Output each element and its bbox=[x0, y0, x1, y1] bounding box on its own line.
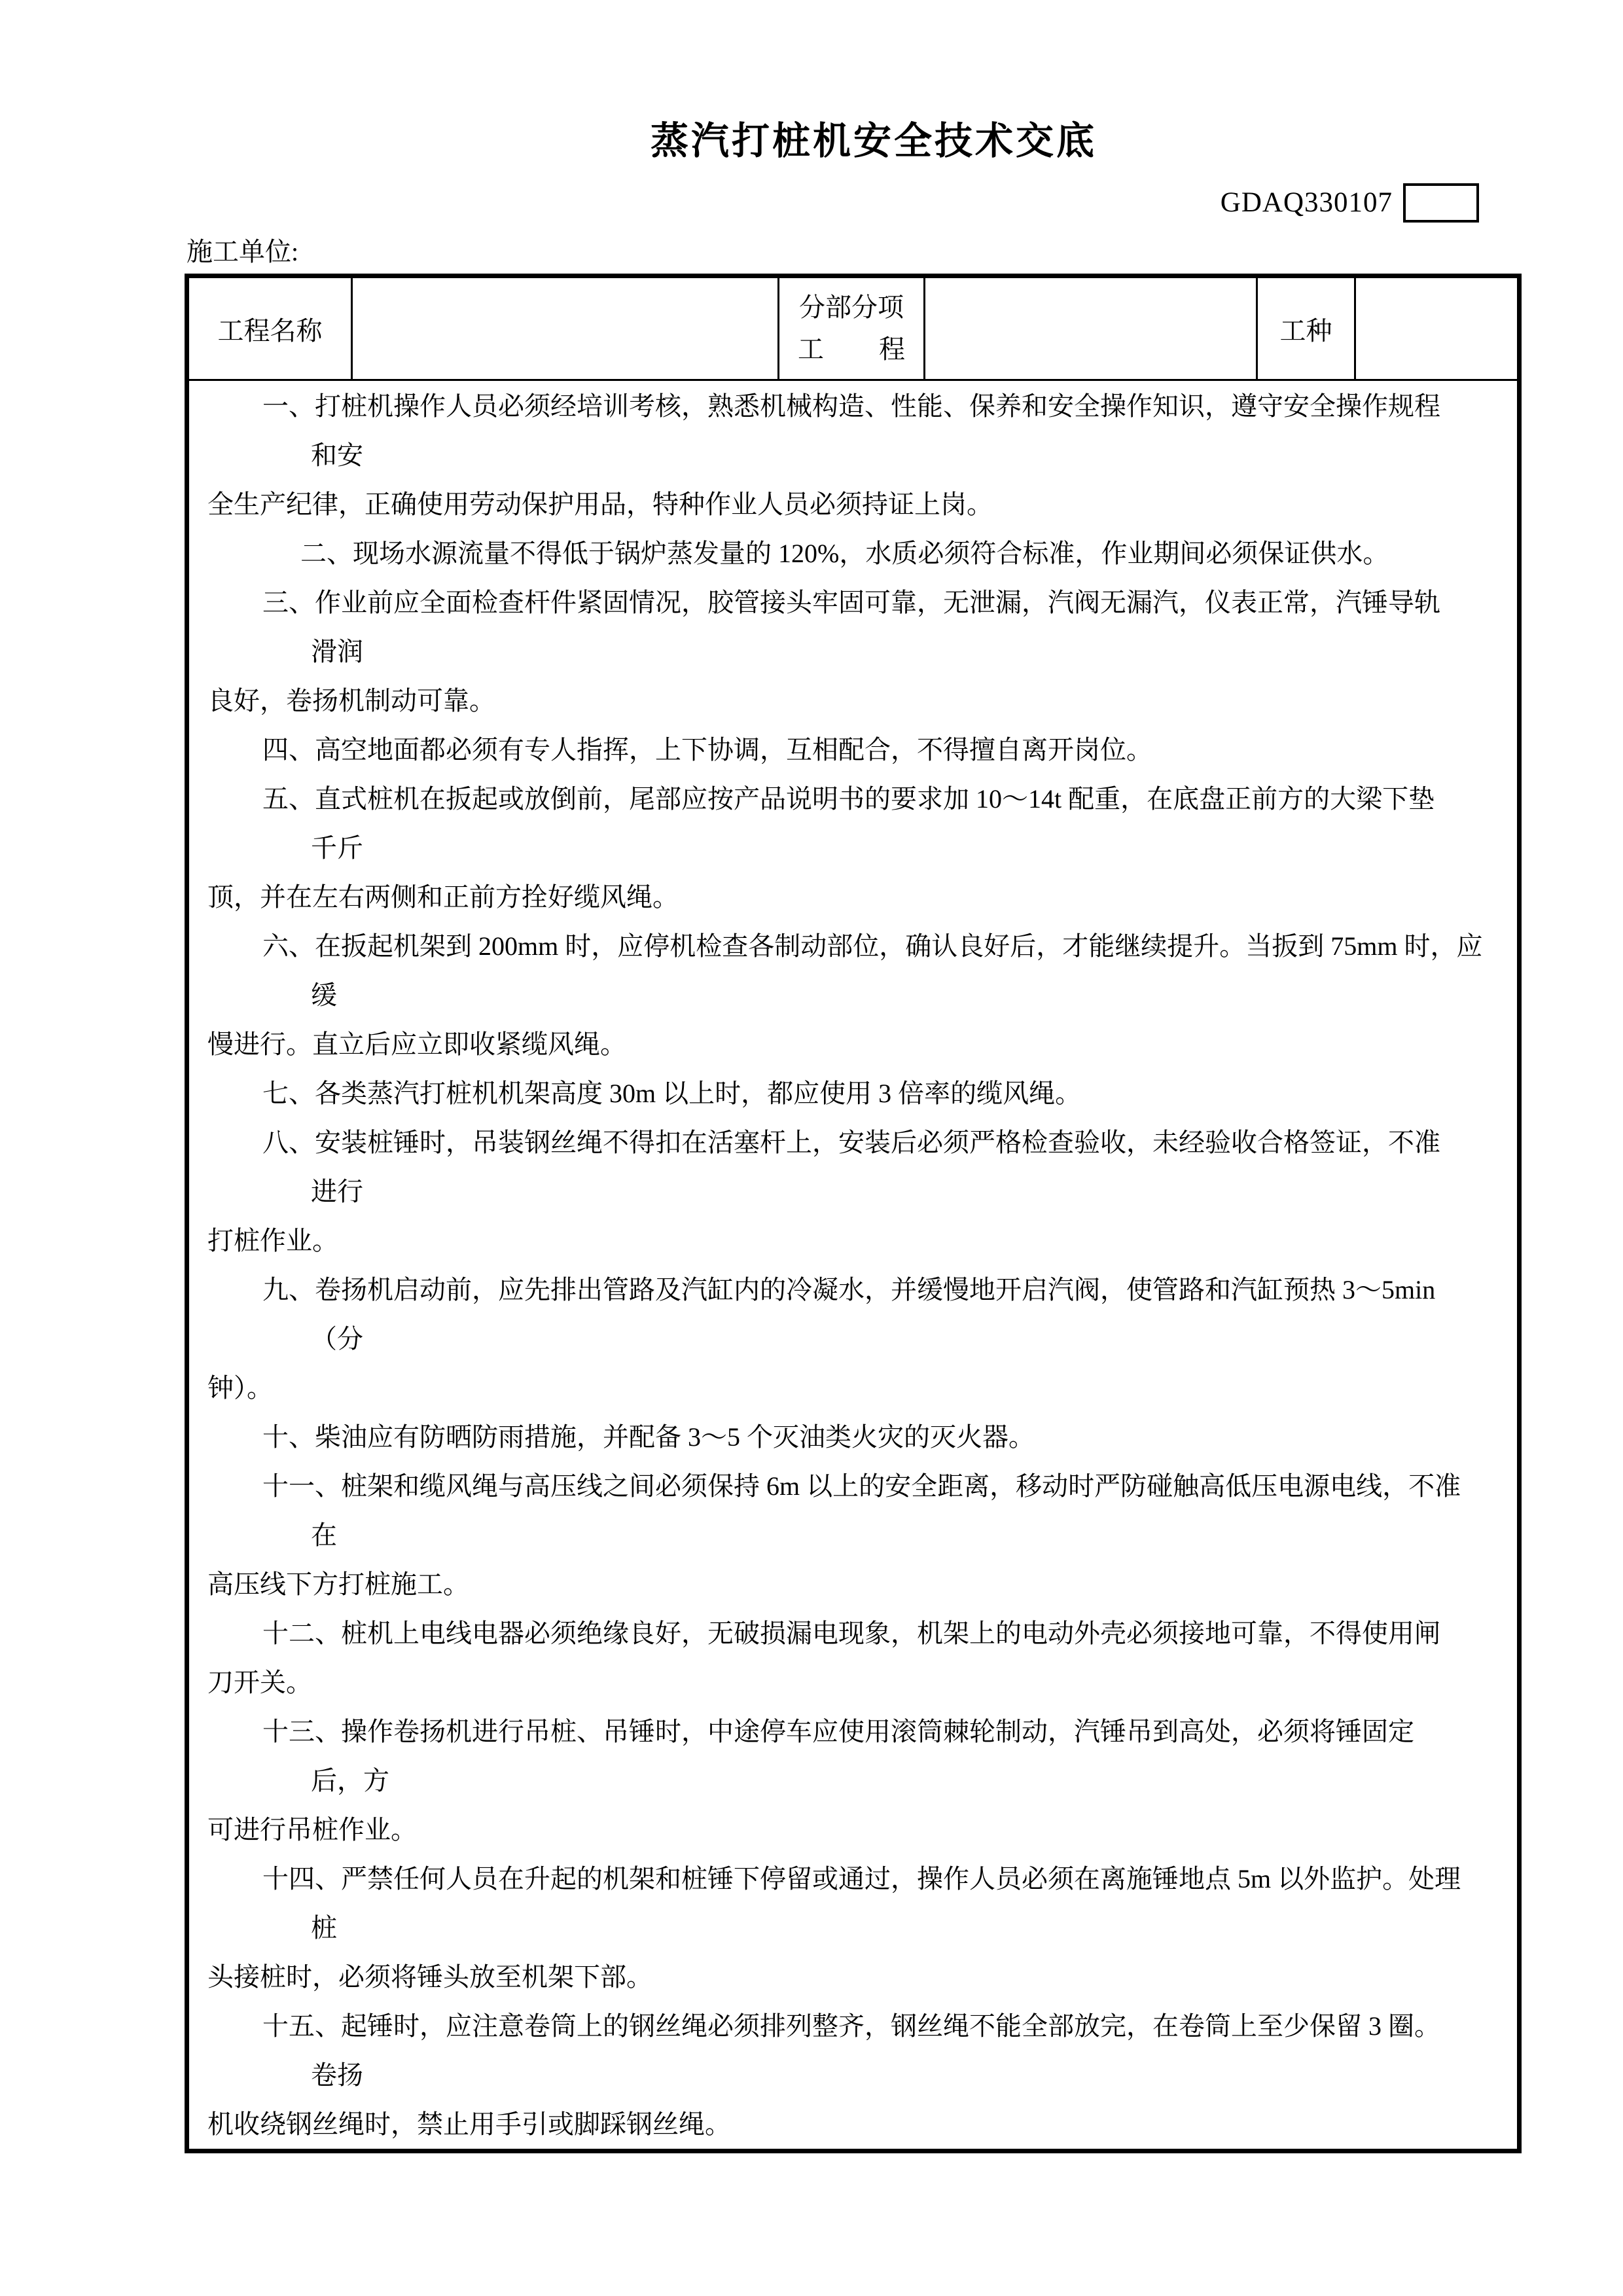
code-fill-in-box[interactable] bbox=[1403, 183, 1479, 223]
text-line: 三、作业前应全面检查杆件紧固情况，胶管接头牢固可靠，无泄漏，汽阀无漏汽，仪表正常，汽锤导轨 bbox=[262, 588, 1440, 617]
text-line: 十、柴油应有防晒防雨措施，并配备 3～5 个灭油类火灾的灭火器。 bbox=[262, 1422, 1035, 1452]
project-name-value[interactable] bbox=[352, 276, 779, 380]
text-line: 一、打桩机操作人员必须经培训考核，熟悉机械构造、性能、保养和安全操作知识，遵守安全操作规程 bbox=[262, 391, 1440, 421]
page-title: 蒸汽打桩机安全技术交底 bbox=[650, 120, 1097, 162]
text-line: 桩 bbox=[311, 1913, 337, 1943]
text-line: 二、现场水源流量不得低于锅炉蒸发量的 120%，水质必须符合标准，作业期间必须保证供水。 bbox=[300, 539, 1389, 568]
text-line: 卷扬 bbox=[311, 2060, 363, 2090]
sub-project-label-line2: 工 程 bbox=[798, 334, 905, 364]
text-line: 十二、桩机上电线电器必须绝缘良好，无破损漏电现象，机架上的电动外壳必须接地可靠，不得使用闸 bbox=[262, 1619, 1440, 1648]
text-line: 十五、起锤时，应注意卷筒上的钢丝绳必须排列整齐，钢丝绳不能全部放完，在卷筒上至少保留 3 圈。 bbox=[262, 2011, 1440, 2041]
work-type-label: 工种 bbox=[1257, 276, 1355, 380]
text-line: （分 bbox=[311, 1324, 363, 1354]
construction-unit-label: 施工单位: bbox=[187, 237, 299, 266]
work-type-value[interactable] bbox=[1355, 276, 1520, 380]
text-line: 钟）。 bbox=[207, 1373, 273, 1403]
doc-code: GDAQ330107 bbox=[1220, 187, 1393, 218]
text-line: 滑润 bbox=[311, 637, 363, 666]
text-line: 九、卷扬机启动前，应先排出管路及汽缸内的冷凝水，并缓慢地开启汽阀，使管路和汽缸预热 3～5min bbox=[262, 1275, 1436, 1304]
text-line: 进行 bbox=[311, 1177, 363, 1206]
sub-project-label bbox=[779, 276, 925, 380]
doc-code-row bbox=[1113, 181, 1479, 225]
text-line: 慢进行。直立后应立即收紧缆风绳。 bbox=[207, 1030, 626, 1059]
text-line: 刀开关。 bbox=[207, 1668, 312, 1697]
text-line: 后，方 bbox=[311, 1766, 389, 1795]
text-line: 全生产纪律，正确使用劳动保护用品，特种作业人员必须持证上岗。 bbox=[207, 490, 993, 519]
text-line: 十三、操作卷扬机进行吊桩、吊锤时，中途停车应使用滚筒棘轮制动，汽锤吊到高处，必须将锤固定 bbox=[262, 1717, 1414, 1746]
text-line: 六、在扳起机架到 200mm 时，应停机检查各制动部位，确认良好后，才能继续提升。当扳到 75mm 时，应 bbox=[262, 931, 1483, 961]
text-line: 十一、桩架和缆风绳与高压线之间必须保持 6m 以上的安全距离，移动时严防碰触高低压电源电线，不准 bbox=[262, 1471, 1461, 1501]
text-line: 缓 bbox=[311, 980, 337, 1010]
sub-project-value[interactable] bbox=[925, 276, 1257, 380]
text-line: 八、安装桩锤时，吊装钢丝绳不得扣在活塞杆上，安装后必须严格检查验收，未经验收合格签证，不准 bbox=[262, 1128, 1440, 1157]
text-line: 打桩作业。 bbox=[207, 1226, 338, 1255]
text-line: 机收绕钢丝绳时，禁止用手引或脚踩钢丝绳。 bbox=[207, 2109, 731, 2139]
info-table bbox=[185, 274, 1522, 2153]
table-body-row bbox=[187, 380, 1520, 2151]
body-lines bbox=[207, 382, 1505, 2149]
text-line: 良好，卷扬机制动可靠。 bbox=[207, 686, 495, 715]
text-line: 在 bbox=[311, 1520, 337, 1550]
text-line: 五、直式桩机在扳起或放倒前，尾部应按产品说明书的要求加 10～14t 配重，在底盘正前方的大梁下垫 bbox=[262, 784, 1435, 814]
text-line: 七、各类蒸汽打桩机机架高度 30m 以上时，都应使用 3 倍率的缆风绳。 bbox=[262, 1079, 1082, 1108]
text-line: 十四、严禁任何人员在升起的机架和桩锤下停留或通过，操作人员必须在离施锤地点 5m 以外监护。处理 bbox=[262, 1864, 1461, 1893]
text-line: 头接桩时，必须将锤头放至机架下部。 bbox=[207, 1962, 652, 1992]
project-name-label: 工程名称 bbox=[187, 276, 352, 380]
sub-project-label-line1: 分部分项 bbox=[799, 293, 904, 322]
text-line: 顶，并在左右两侧和正前方拴好缆风绳。 bbox=[207, 882, 679, 912]
safety-clauses-cell bbox=[187, 380, 1520, 2151]
text-line: 四、高空地面都必须有专人指挥，上下协调，互相配合，不得擅自离开岗位。 bbox=[262, 735, 1152, 764]
text-line: 高压线下方打桩施工。 bbox=[207, 1570, 469, 1599]
table-header-row bbox=[187, 276, 1520, 380]
text-line: 可进行吊桩作业。 bbox=[207, 1815, 417, 1844]
text-line: 和安 bbox=[311, 440, 363, 470]
text-line: 千斤 bbox=[311, 833, 363, 863]
